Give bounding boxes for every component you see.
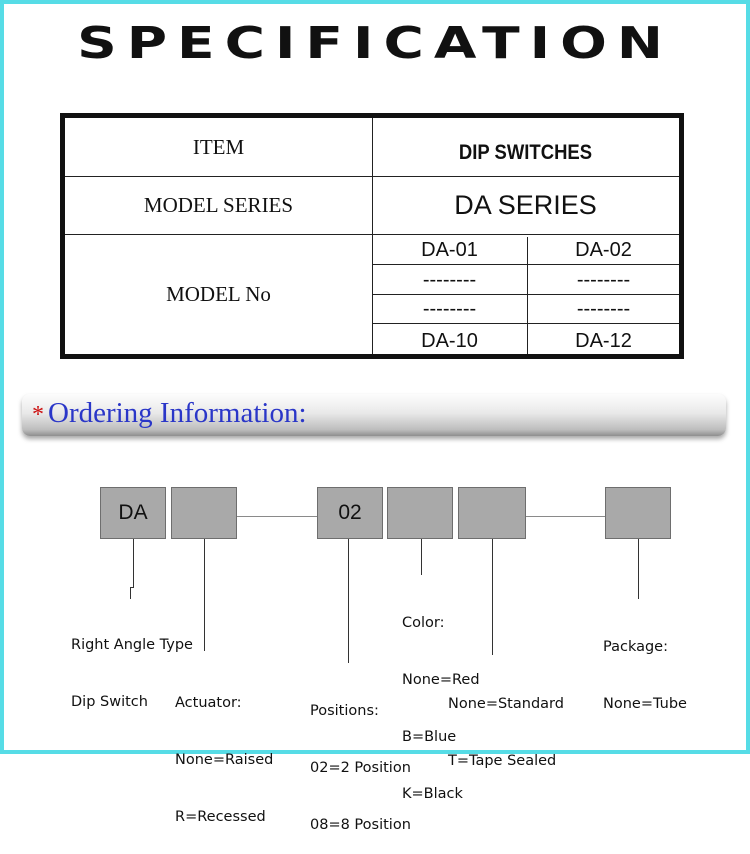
model-no-cell: DA-10 xyxy=(421,329,478,352)
code-box-actuator xyxy=(171,487,237,539)
model-series-label: MODEL SERIES xyxy=(143,192,294,217)
page-title: SPECIFICATION xyxy=(77,18,673,69)
model-no-cell: DA-02 xyxy=(575,238,632,261)
star-icon: * xyxy=(32,402,44,428)
code-box-color xyxy=(387,487,453,539)
ordering-title-text: Ordering Information: xyxy=(48,397,307,429)
model-no-cell: -------- xyxy=(422,268,477,291)
leader-line xyxy=(204,539,205,651)
model-no-cell: -------- xyxy=(422,297,477,320)
leader-line xyxy=(421,539,422,575)
leader-line xyxy=(638,539,639,599)
label-type: Right Angle Type Dip Switch xyxy=(71,637,193,710)
label-package: Package: None=Tube xyxy=(603,639,687,712)
leader-line xyxy=(133,539,134,587)
model-no-cell: DA-12 xyxy=(575,329,632,352)
model-no-cell: -------- xyxy=(576,268,631,291)
label-color: Color: None=Red B=Blue K=Black xyxy=(402,615,480,802)
item-label: ITEM xyxy=(192,134,245,159)
model-no-label: MODEL No xyxy=(166,281,271,306)
code-box-positions: 02 xyxy=(317,487,383,539)
leader-line xyxy=(348,539,349,663)
spec-table xyxy=(60,113,684,359)
code-box-package xyxy=(605,487,671,539)
label-actuator: Actuator: None=Raised R=Recessed xyxy=(175,695,274,825)
label-seal: None=Standard T=Tape Sealed xyxy=(448,696,564,769)
code-box-series: DA xyxy=(100,487,166,539)
item-value: DIP SWITCHES xyxy=(458,141,593,164)
model-no-cell: -------- xyxy=(576,297,631,320)
leader-line xyxy=(492,539,493,655)
label-positions: Positions: 02=2 Position 08=8 Position xyxy=(310,703,411,833)
model-no-cell: DA-01 xyxy=(421,238,478,261)
model-series-value: DA SERIES xyxy=(454,189,597,220)
ordering-title xyxy=(32,397,307,430)
code-box-seal xyxy=(458,487,526,539)
ordering-banner xyxy=(22,394,726,436)
